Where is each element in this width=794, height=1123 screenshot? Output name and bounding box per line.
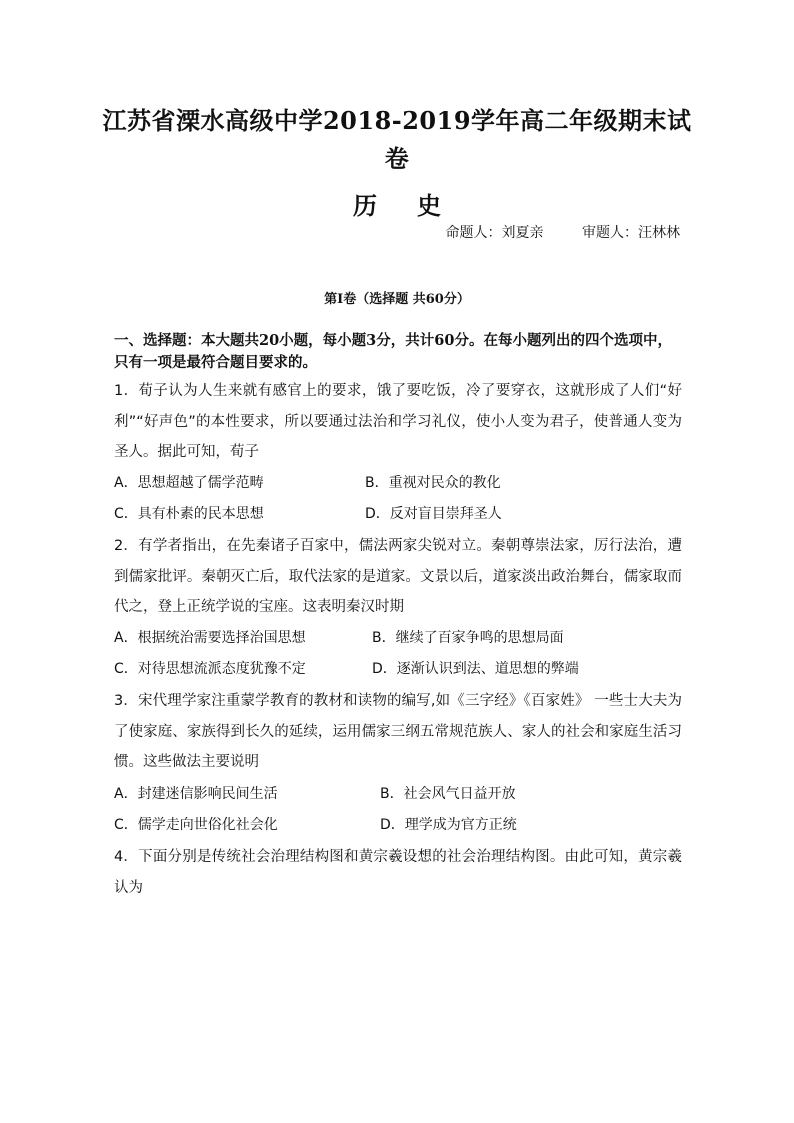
option-a: A．思想超越了儒学范畴 [114, 475, 264, 491]
reviewer-label: 审题人：汪林林 [582, 225, 680, 241]
subject-title: 历史 [353, 191, 481, 220]
option-b: B．重视对民众的教化 [365, 475, 501, 491]
option-d: D．逐渐认识到法、道思想的弊端 [372, 661, 579, 677]
question-stem: 3．宋代理学家注重蒙学教育的教材和读物的编写,如《三字经》《百家姓》 一些士大夫为了使家庭、家族得到长久的延续，运用儒家三纲五常规范族人、家人的社会和家庭生活习惯。这些做法主要说明 [114, 693, 682, 770]
option-c: C．具有朴素的民本思想 [114, 506, 264, 522]
question-stem: 4．下面分别是传统社会治理结构图和黄宗羲设想的社会治理结构图。由此可知，黄宗羲认为 [114, 849, 682, 896]
option-d: D．反对盲目崇拜圣人 [365, 506, 502, 522]
option-b: B．继续了百家争鸣的思想局面 [372, 630, 564, 646]
option-row [114, 810, 682, 841]
option-b: B．社会风气日益开放 [380, 786, 516, 802]
question-options [114, 779, 682, 841]
question-stem: 2．有学者指出，在先秦诸子百家中，儒法两家尖锐对立。秦朝尊崇法家，厉行法治，遭到儒家批评。秦朝灭亡后，取代法家的是道家。文景以后，道家淡出政治舞台，儒家取而代之，登上正统学说的宝座。这表明秦汉时期 [114, 538, 682, 615]
question-options [114, 468, 682, 530]
part-title: 第Ⅰ卷（选择题 共60分） [324, 292, 470, 307]
option-row [114, 654, 682, 685]
option-a: A．封建迷信影响民间生活 [114, 786, 278, 802]
setter-label: 命题人：刘夏亲 [445, 225, 544, 241]
option-a: A．根据统治需要选择治国思想 [114, 630, 306, 646]
question-options [114, 623, 682, 685]
option-row [114, 779, 682, 810]
author-line [412, 222, 680, 242]
option-c: C．对待思想流派态度犹豫不定 [114, 661, 306, 677]
option-d: D．理学成为官方正统 [380, 817, 517, 833]
exam-title: 江苏省溧水高级中学2018-2019学年高二年级期末试卷 [102, 106, 692, 173]
option-c: C．儒学走向世俗化社会化 [114, 817, 278, 833]
question-stem: 1．荀子认为人生来就有感官上的要求，饿了要吃饭，冷了要穿衣，这就形成了人们“好利”“好声色”的本性要求，所以要通过法治和学习礼仪，使小人变为君子，使普通人变为圣人。据此可知，荀子 [114, 383, 682, 460]
option-row [114, 499, 682, 530]
option-row [114, 468, 682, 499]
section-intro: 一、选择题：本大题共20小题，每小题3分，共计60分。在每小题列出的四个选项中，只有一项是最符合题目要求的。 [114, 332, 672, 371]
option-row [114, 623, 682, 654]
